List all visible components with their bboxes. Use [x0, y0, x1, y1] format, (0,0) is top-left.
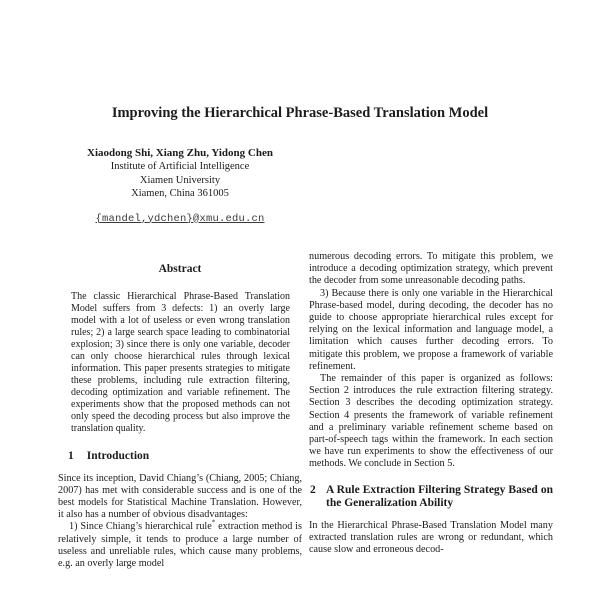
- intro-paragraph-2-continuation: extraction method is relatively simple, it tends to produce a large number of useless and unreliable rules, which cause many problems, e.g. an overly large model: [58, 521, 302, 569]
- right-paragraph-1: numerous decoding errors. To mitigate this problem, we introduce a decoding optimization strategy, which prevent the decoder from some unreasonable decoding paths.: [309, 251, 553, 287]
- footnote-marker: *: [211, 518, 216, 527]
- section-2-title: A Rule Extraction Filtering Strategy Based on the Generalization Ability: [326, 483, 553, 510]
- right-paragraph-2: 3) Because there is only one variable in the Hierarchical Phrase-based model, during decoding, the decoder has no guide to choose appropriate hierarchical rules except for relying on the lexical information and language model, a limitation which causes further decoding errors. To mitigate this problem, we propose a framework of variable refinement.: [309, 287, 553, 372]
- right-paragraph-3: The remainder of this paper is organized as follows: Section 2 introduces the rule extraction filtering strategy. Section 3 describes the decoding optimization strategy. Section 4 presents the framework of variable refinement and a preliminary variable refinement scheme based on part-of-speech tags within the framework. In each section we have run experiments to show the effectiveness of our methods. We conclude in Section 5.: [309, 373, 553, 470]
- section-2-paragraph-1: In the Hierarchical Phrase-Based Translation Model many extracted translation rules are wrong or redundant, which cause slow and erroneous decod-: [309, 519, 553, 556]
- affiliation-line-institute: Institute of Artificial Intelligence: [110, 161, 250, 172]
- intro-paragraph-1: Since its inception, David Chiang’s (Chiang, 2005; Chiang, 2007) has met with considerable success and is one of the best models for Statistical Machine Translation. However, it also has a number of obvious disadvantages:: [58, 472, 302, 521]
- intro-paragraph-2: [58, 518, 302, 570]
- intro-paragraph-2-text: 1) Since Chiang’s hierarchical rule: [69, 521, 212, 533]
- affiliation-line-university: Xiamen University: [139, 174, 221, 186]
- section-2-heading: [309, 484, 553, 511]
- left-column: [58, 253, 302, 570]
- paper-title: Improving the Hierarchical Phrase-Based Translation Model: [111, 104, 489, 121]
- abstract-heading: Abstract: [158, 263, 202, 275]
- section-2-number: 2: [310, 483, 316, 496]
- affiliation-line-city: Xiamen, China 361005: [131, 188, 229, 199]
- email-link[interactable]: {mandel,ydchen}@xmu.edu.cn: [95, 212, 265, 225]
- author-block: [58, 146, 302, 226]
- abstract-text: The classic Hierarchical Phrase-Based Translation Model suffers from 3 defects: 1) an overly large model with a lot of useless or even wrong translation rules; 2) a large search space leading to combinatorial explosion; 3) since there is only one variable, decoder can only choose hierarchical rules through lexical information. This paper presents strategies to mitigate these problems, including rule extraction filtering, decoding optimization and variable refinement. The experiments show that the proposed methods can not only speed the decoding process but also improve the translation quality.: [71, 291, 290, 434]
- author-names: Xiaodong Shi, Xiang Zhu, Yidong Chen: [87, 147, 273, 159]
- section-1-title: Introduction: [86, 450, 150, 462]
- right-column: [309, 251, 553, 556]
- email-line: [58, 208, 302, 226]
- section-1-number: 1: [68, 450, 74, 462]
- section-1-heading: [58, 450, 302, 464]
